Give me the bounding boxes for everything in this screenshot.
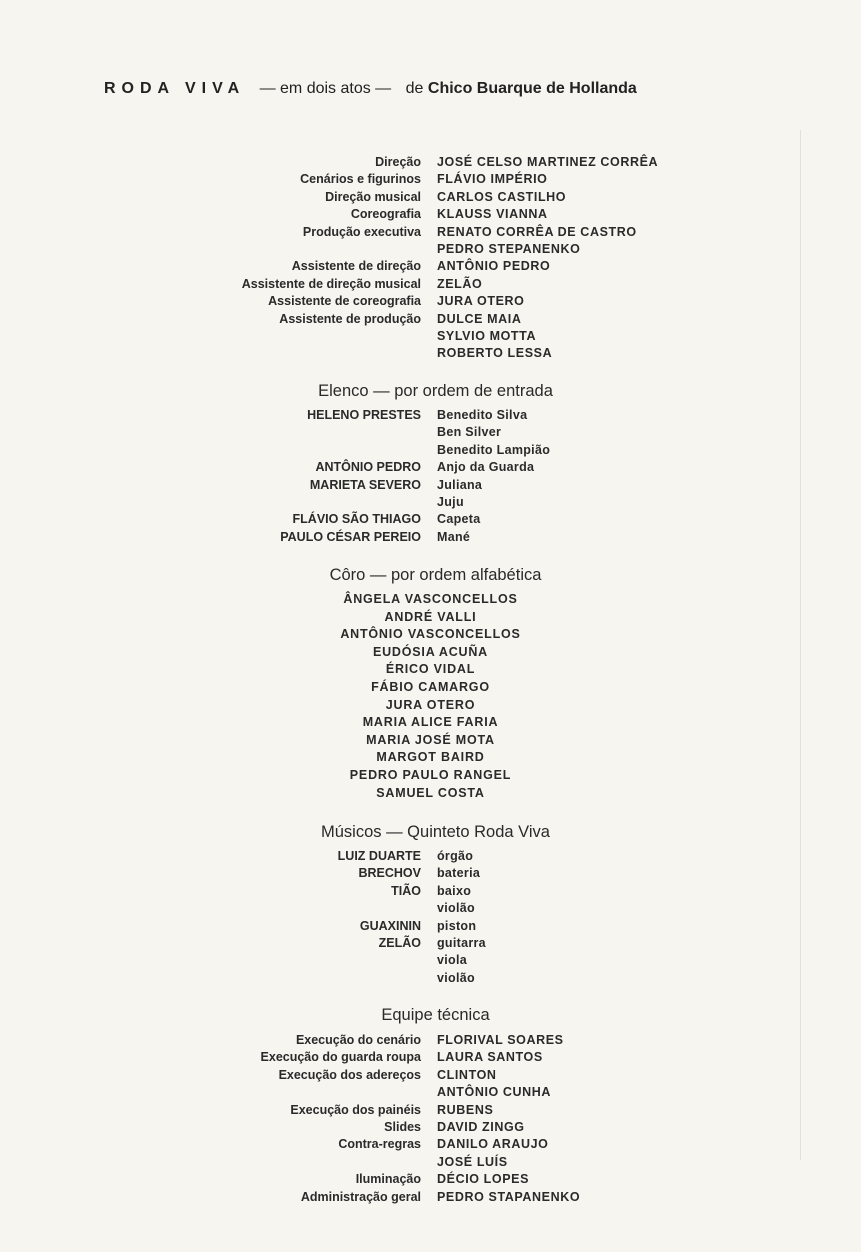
cast-row-label: ANTÔNIO PEDRO (315, 460, 421, 475)
musician-row-label: GUAXININ (359, 918, 421, 933)
crew-row-label: Execução dos painéis (290, 1102, 421, 1117)
cast-row-label: HELENO PRESTES (307, 408, 421, 422)
credit-row (0, 189, 861, 206)
choir-member: MARGOT BAIRD (376, 750, 485, 765)
crew-row (0, 1067, 861, 1084)
author-name: Chico Buarque de Hollanda (427, 80, 637, 97)
credits-list (0, 154, 861, 363)
choir-list (0, 591, 861, 802)
choir-member: ANTÔNIO VASCONCELLOS (340, 627, 521, 642)
musician-row-label: ZELÃO (378, 935, 421, 950)
musician-row (0, 918, 861, 935)
page-title (104, 80, 784, 98)
cast-row (0, 442, 861, 459)
credit-row-value: JOSÉ CELSO MARTINEZ CORRÊA (437, 155, 659, 169)
credit-row-value: DULCE MAIA (437, 311, 522, 326)
choir-member: ÉRICO VIDAL (385, 662, 476, 677)
play-title: RODA VIVA (104, 80, 246, 97)
musician-row-label: BRECHOV (358, 866, 421, 881)
credit-row-label: Assistente de produção (279, 311, 421, 326)
crew-list (0, 1032, 861, 1206)
cast-list (0, 407, 861, 546)
crew-row-value: FLORIVAL SOARES (437, 1033, 564, 1047)
cast-row-value: Benedito Silva (437, 408, 528, 422)
musicians-heading: Músicos — Quinteto Roda Viva (321, 823, 550, 841)
credit-row-value: ZELÃO (437, 276, 483, 291)
cast-row-value: Juju (437, 494, 464, 509)
crew-row-label: Administração geral (300, 1189, 421, 1204)
choir-heading: Côro — por ordem alfabética (329, 566, 542, 584)
musician-row (0, 883, 861, 900)
cast-row-label: FLÁVIO SÃO THIAGO (292, 512, 421, 527)
crew-row-value: LAURA SANTOS (437, 1050, 543, 1065)
cast-row-value: Mané (437, 529, 471, 544)
musician-row-value: violão (437, 901, 475, 916)
credit-row (0, 311, 861, 328)
musician-row-value: violão (437, 970, 475, 985)
musician-row-value: baixo (437, 883, 472, 898)
credit-row (0, 328, 861, 345)
credit-row-value: JURA OTERO (437, 294, 525, 309)
credit-row (0, 276, 861, 293)
musician-row (0, 952, 861, 969)
play-subtitle: — em dois atos — (259, 80, 392, 97)
crew-row-value: ANTÔNIO CUNHA (437, 1085, 552, 1100)
musician-row (0, 970, 861, 987)
cast-row (0, 494, 861, 511)
crew-row (0, 1119, 861, 1136)
crew-row-value: JOSÉ LUÍS (437, 1154, 508, 1169)
choir-member: FÁBIO CAMARGO (371, 679, 490, 694)
cast-row-value: Juliana (437, 477, 483, 492)
choir-member: ANDRÉ VALLI (384, 609, 477, 624)
musician-row-label: TIÃO (391, 883, 421, 898)
choir-member: MARIA JOSÉ MOTA (366, 732, 495, 747)
credit-row-label: Direção (375, 155, 421, 169)
cast-row-value: Capeta (437, 512, 481, 527)
crew-heading: Equipe técnica (381, 1006, 490, 1024)
cast-row-value: Ben Silver (437, 425, 502, 440)
cast-row-label: PAULO CÉSAR PEREIO (280, 529, 421, 544)
credit-row (0, 293, 861, 310)
crew-row (0, 1154, 861, 1171)
credit-row-value: ANTÔNIO PEDRO (437, 259, 551, 274)
crew-row (0, 1171, 861, 1188)
crew-row (0, 1049, 861, 1066)
musician-row-value: viola (437, 953, 467, 968)
crew-row-value: DAVID ZINGG (437, 1119, 525, 1134)
credit-row-value: SYLVIO MOTTA (437, 328, 537, 343)
musician-row (0, 935, 861, 952)
credit-row-value: PEDRO STEPANENKO (437, 241, 581, 256)
crew-row-label: Execução do cenário (295, 1033, 421, 1047)
crew-row-value: RUBENS (437, 1102, 494, 1117)
credit-row (0, 224, 861, 241)
credit-row-label: Produção executiva (302, 224, 421, 239)
crew-row-label: Iluminação (355, 1172, 421, 1187)
choir-member: JURA OTERO (385, 697, 476, 712)
cast-row (0, 407, 861, 424)
cast-row-label: MARIETA SEVERO (309, 477, 421, 492)
credit-row (0, 154, 861, 171)
cast-row (0, 529, 861, 546)
credit-row-value: CARLOS CASTILHO (437, 189, 567, 204)
cast-row-value: Benedito Lampião (437, 442, 551, 457)
credit-row-value: KLAUSS VIANNA (437, 207, 548, 222)
crew-row-value: CLINTON (437, 1067, 497, 1082)
choir-member: PEDRO PAULO RANGEL (349, 767, 512, 782)
cast-row (0, 459, 861, 476)
by-word: de (405, 80, 424, 97)
cast-row (0, 477, 861, 494)
crew-row (0, 1102, 861, 1119)
crew-row (0, 1032, 861, 1049)
credit-row-value: RENATO CORRÊA DE CASTRO (437, 224, 637, 239)
credit-row (0, 345, 861, 362)
musician-row (0, 848, 861, 865)
credit-row (0, 206, 861, 223)
credit-row-label: Assistente de direção musical (241, 276, 421, 291)
credit-row-label: Coreografia (350, 207, 421, 222)
musician-row-value: órgão (437, 849, 474, 863)
crew-row-value: PEDRO STAPANENKO (437, 1189, 581, 1204)
choir-member: MARIA ALICE FARIA (362, 715, 499, 730)
credit-row (0, 258, 861, 275)
crew-row-label: Execução dos adereços (278, 1067, 421, 1082)
cast-row (0, 424, 861, 441)
credit-row-value: FLÁVIO IMPÉRIO (437, 172, 548, 187)
crew-row-label: Execução do guarda roupa (260, 1050, 421, 1065)
credit-row (0, 171, 861, 188)
crew-row (0, 1136, 861, 1153)
choir-member: SAMUEL COSTA (376, 785, 485, 800)
credit-row (0, 241, 861, 258)
crew-row-value: DÉCIO LOPES (437, 1172, 530, 1187)
choir-member: EUDÓSIA ACUÑA (372, 644, 489, 659)
crew-row-label: Contra-regras (338, 1137, 421, 1152)
credit-row-label: Cenários e figurinos (300, 172, 421, 187)
cast-row-value: Anjo da Guarda (437, 460, 535, 475)
crew-row-value: DANILO ARAUJO (437, 1137, 549, 1152)
credit-row-value: ROBERTO LESSA (437, 346, 553, 361)
musician-row-value: bateria (437, 866, 481, 881)
cast-heading: Elenco — por ordem de entrada (318, 382, 553, 400)
musician-row (0, 900, 861, 917)
crew-row (0, 1189, 861, 1206)
musician-row-label: LUIZ DUARTE (337, 849, 421, 863)
credit-row-label: Direção musical (325, 189, 421, 204)
musicians-list (0, 848, 861, 987)
credit-row-label: Assistente de direção (291, 259, 421, 274)
crew-row-label: Slides (384, 1119, 421, 1134)
credit-row-label: Assistente de coreografia (268, 294, 421, 309)
musician-row (0, 865, 861, 882)
crew-row (0, 1084, 861, 1101)
cast-row (0, 511, 861, 528)
choir-member: ÂNGELA VASCONCELLOS (343, 592, 518, 606)
musician-row-value: guitarra (437, 935, 486, 950)
musician-row-value: piston (437, 918, 477, 933)
